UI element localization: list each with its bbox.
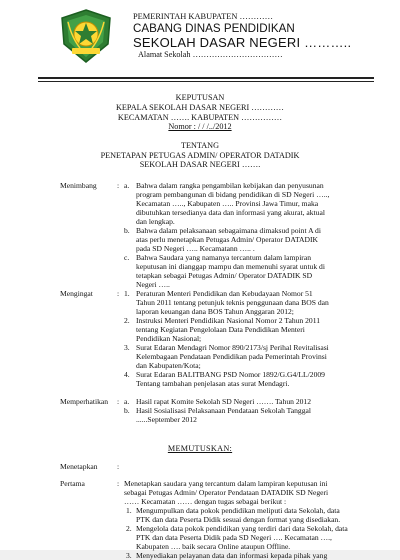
- considering-item-text-line: tetapkan sebagai Petugas Admin/ Operator DATADIK SD: [136, 271, 313, 280]
- recalling-item-text-line: laporan keuangan dana BOS Tahun Anggaran 2012;: [136, 307, 294, 316]
- decree-heading: KEPUTUSAN: [175, 93, 225, 102]
- section-colon: :: [117, 462, 120, 471]
- first-decision-task-marker: 3.: [126, 551, 132, 560]
- department-line: CABANG DINAS PENDIDIKAN: [133, 22, 295, 35]
- recalling-item-text-line: Kelembagaan Pendataan Pendidikan pada Pemerintah Provinsi: [136, 352, 327, 361]
- considering-item-text-line: dibutuhkan tersedianya data dan informasi yang akurat, aktual: [136, 208, 325, 217]
- recalling-item-text-line: dan Kabupaten/Kota;: [136, 361, 201, 370]
- first-decision-intro-line: sebagai Petugas Admin/ Operator Pendataan DATADIK SD Negeri: [124, 488, 329, 497]
- considering-item-text-line: keputusan ini dianggap mampu dan memenuhi syarat untuk di: [136, 262, 325, 271]
- section-colon: :: [117, 397, 120, 406]
- section-label-first: Pertama: [60, 479, 85, 488]
- first-decision-task-line: Menyediakan pelayanan data dan informasi kepada pihak yang: [136, 551, 328, 560]
- considering-item-text-line: dan lengkap.: [136, 217, 175, 226]
- recalling-item-marker: 2.: [124, 316, 130, 325]
- school-name-line: SEKOLAH DASAR NEGERI ………..: [133, 35, 352, 50]
- decree-subject-line2: SEKOLAH DASAR NEGERI …….: [139, 160, 261, 169]
- recalling-item-marker: 1.: [124, 289, 130, 298]
- noting-item-text-line: Hasil rapat Komite Sekolah SD Negeri ……. Tahun 2012: [136, 397, 312, 406]
- noting-item-marker: a.: [124, 397, 130, 406]
- header-rule-thin: [38, 81, 374, 82]
- recalling-item-marker: 4.: [124, 370, 130, 379]
- section-colon: :: [117, 181, 120, 190]
- recalling-item-text-line: tentang Kegiatan Pengelolaan Data Pendidikan Menteri: [136, 325, 305, 334]
- about-heading: TENTANG: [181, 141, 219, 150]
- regency-emblem-logo: [58, 8, 114, 64]
- considering-item-marker: b.: [124, 226, 130, 235]
- first-decision-task-marker: 2.: [126, 524, 132, 533]
- recalling-item-text-line: Instruksi Menteri Pendidikan Nasional Nomor 2 Tahun 2011: [136, 316, 321, 325]
- decree-subject-line1: PENETAPAN PETUGAS ADMIN/ OPERATOR DATADIK: [100, 150, 300, 160]
- decides-heading: MEMUTUSKAN:: [167, 444, 233, 453]
- decree-district: KECAMATAN ……. KABUPATEN ……………: [117, 112, 283, 122]
- recalling-item-text-line: Pendidikan Nasional;: [136, 334, 202, 343]
- recalling-item-text-line: Surat Edaran Mendagri Nomor 890/2173/sj Perihal Revitalisasi: [136, 343, 329, 352]
- section-colon: :: [117, 289, 120, 298]
- first-decision-task-line: Kabupaten …. baik secara Online ataupun Offline.: [136, 542, 291, 551]
- considering-item-text-line: program pembangunan di bidang pendidikan di SD Negeri …..,: [136, 190, 330, 199]
- first-decision-intro-line: Menetapkan saudara yang tercantum dalam lampiran keputusan ini: [124, 479, 328, 488]
- considering-item-marker: a.: [124, 181, 130, 190]
- noting-item-text-line: ......September 2012: [136, 415, 197, 424]
- considering-item-text-line: Bahwa Saudara yang namanya tercantum dalam lampiran: [136, 253, 312, 262]
- recalling-item-marker: 3.: [124, 343, 130, 352]
- considering-item-text-line: Bahwa dalam rangka pengambilan kebijakan dan penyusunan: [136, 181, 324, 190]
- recalling-item-text-line: Tentang tambahan penjelasan atas surat Mendagri.: [136, 379, 290, 388]
- section-colon: :: [117, 479, 120, 488]
- considering-item-text-line: pada SD Negeri ….. Kecamatann ….. .: [136, 244, 255, 253]
- section-label-recalling: Mengingat: [60, 289, 93, 298]
- section-label-noting: Memperhatikan: [60, 397, 109, 406]
- considering-item-text-line: atas perlu menetapkan Petugas Admin/ Operator DATADIK: [136, 235, 319, 244]
- section-label-considering: Menimbang: [60, 181, 97, 190]
- first-decision-task-line: Mengumpulkan data pokok pendidikan meliputi data Sekolah, data: [136, 506, 340, 515]
- noting-item-marker: b.: [124, 406, 130, 415]
- header-rule-thick: [38, 77, 374, 79]
- noting-item-text-line: Hasil Sosialisasi Pelaksanaan Pendataan Sekolah Tanggal: [136, 406, 312, 415]
- considering-item-text-line: Negeri …..: [136, 280, 170, 289]
- recalling-item-text-line: Peraturan Menteri Pendidikan dan Kebudayaan Nomor 51: [136, 289, 313, 298]
- decree-issuer: KEPALA SEKOLAH DASAR NEGERI …………: [115, 103, 284, 112]
- considering-item-marker: c.: [124, 253, 130, 262]
- recalling-item-text-line: Surat Edaran BALITBANG PSD Nomor 1892/G.G4/LL/2009: [136, 370, 325, 379]
- first-decision-task-line: PTK dan data Peserta Didik sesuai dengan format yang disediakan.: [136, 515, 341, 524]
- considering-item-text-line: Kecamatan ….., Kabupaten ….. Provinsi Jawa Timur, maka: [136, 199, 319, 208]
- considering-item-text-line: Bahwa dalam pelaksanaan sebagaimana dimaksud point A di: [136, 226, 321, 235]
- first-decision-task-marker: 1.: [126, 506, 132, 515]
- first-decision-task-line: Mengelola data pokok pendidikan yang terdiri dari data Sekolah, data: [136, 524, 348, 533]
- government-line: PEMERINTAH KABUPATEN …………: [133, 12, 274, 21]
- first-decision-intro-line: …… Kecamatan …… dengan tugas sebagai berikut :: [124, 497, 287, 506]
- decree-number: Nomor : / / /../2012: [168, 122, 232, 131]
- school-address-line: Alamat Sekolah ……………………………: [138, 50, 283, 59]
- section-label-establishing: Menetapkan: [60, 462, 98, 471]
- recalling-item-text-line: Tahun 2011 tentang petunjuk teknis penggunaan dana BOS dan: [136, 298, 329, 307]
- first-decision-task-line: PTK dan data Peserta Didik pada SD Negeri …. Kecamatan ….,: [136, 533, 332, 542]
- letterhead: [133, 12, 373, 60]
